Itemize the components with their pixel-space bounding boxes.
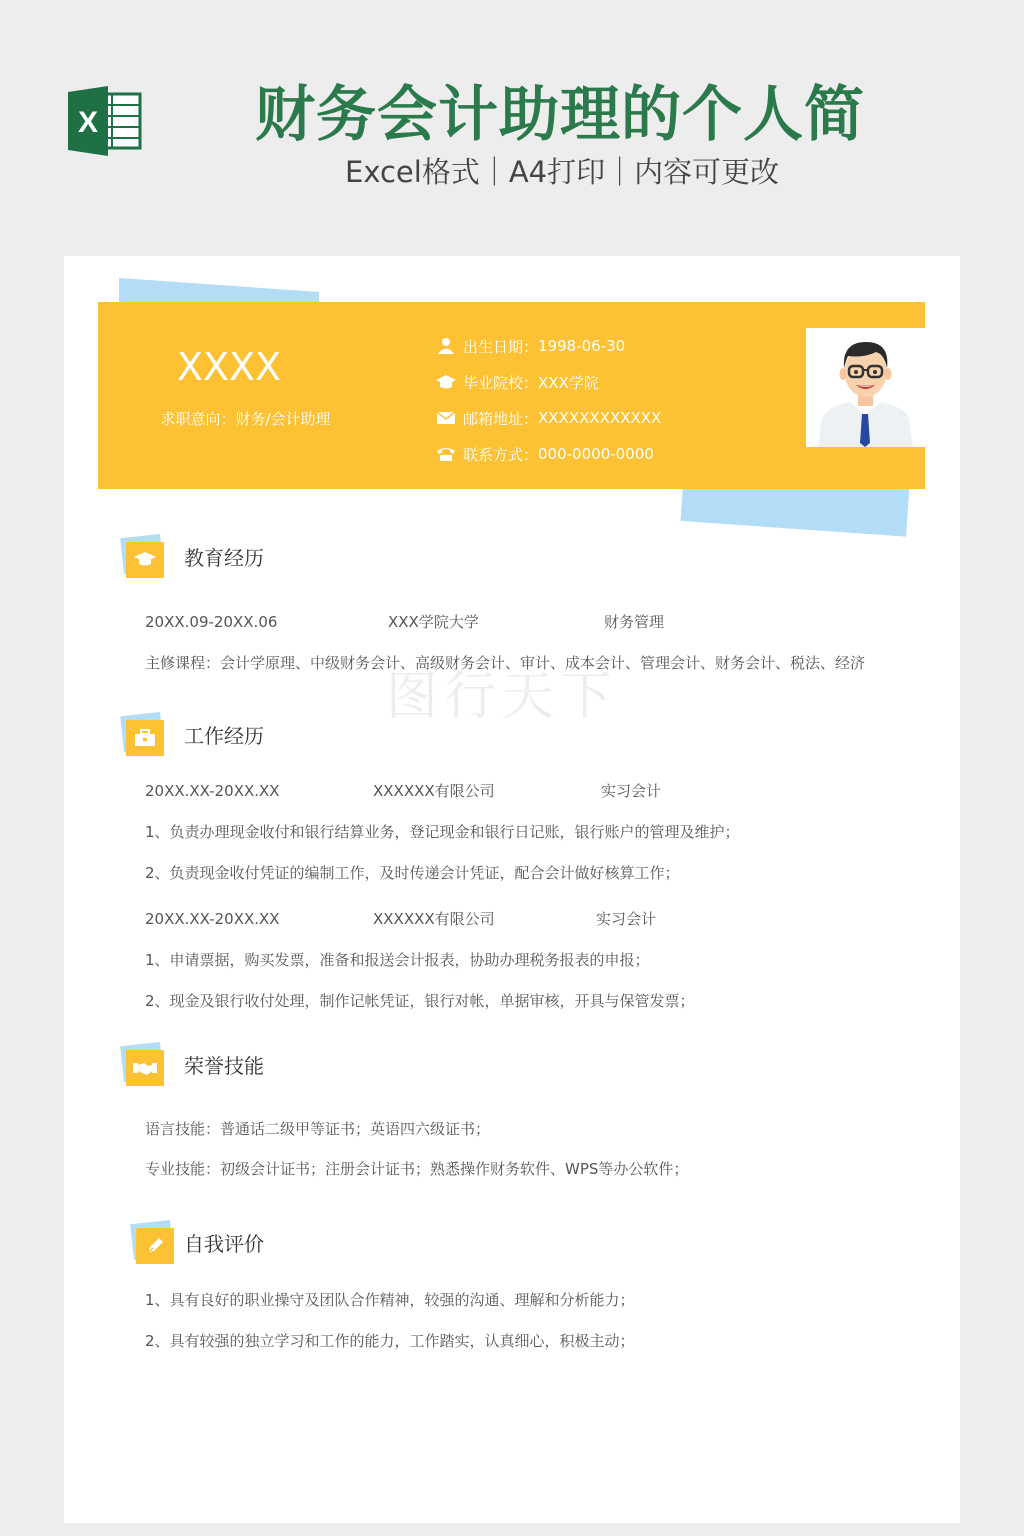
education-major: 财务管理 [604,613,665,631]
envelope-icon [435,407,457,429]
info-row-phone [435,436,661,472]
resume-paper [64,256,960,1523]
job-period: 20XX.XX-20XX.XX [145,782,280,800]
section-skills-header [122,1044,422,1088]
education-period: 20XX.09-20XX.06 [145,613,278,631]
graduation-cap-icon [126,542,164,578]
page-subtitle: Excel格式｜A4打印｜内容可更改 [345,155,780,189]
profile-banner [98,302,925,489]
job-duty: 2、负责现金收付凭证的编制工作，及时传递会计凭证，配合会计做好核算工作； [145,864,680,882]
info-value: XXXXXXXXXXXX [538,409,662,427]
info-value: 000-0000-0000 [538,445,654,463]
job-intent: 求职意向：财务/会计助理 [160,410,331,428]
self-eval-line: 1、具有良好的职业操守及团队合作精神，较强的沟通、理解和分析能力； [145,1291,635,1309]
contact-info-list [435,328,661,472]
phone-icon [435,443,457,465]
info-row-school [435,364,661,400]
section-self-eval-header [132,1222,432,1266]
pen-icon [136,1228,174,1264]
section-title-skills: 荣誉技能 [184,1054,264,1078]
skill-line: 专业技能：初级会计证书；注册会计证书；熟悉操作财务软件、WPS等办公软件； [145,1160,689,1178]
watermark-text: 图行天下 [386,667,619,727]
info-value: 1998-06-30 [538,337,626,355]
svg-text:X: X [77,106,99,139]
graduation-cap-icon [435,371,457,393]
job-duty: 1、负责办理现金收付和银行结算业务，登记现金和银行日记账，银行账户的管理及维护； [145,823,740,841]
briefcase-icon [126,720,164,756]
excel-logo-icon [68,86,142,156]
info-row-birthdate [435,328,661,364]
handshake-icon [126,1050,164,1086]
job-position: 实习会计 [601,782,662,800]
avatar [806,328,925,447]
section-title-work: 工作经历 [184,724,264,748]
info-value: XXX学院 [538,373,599,392]
education-courses: 主修课程：会计学原理、中级财务会计、高级财务会计、审计、成本会计、管理会计、财务会计、税法、经济 [145,654,866,672]
section-title-education: 教育经历 [184,546,264,570]
info-label: 出生日期： [463,337,539,356]
skill-line: 语言技能：普通话二级甲等证书；英语四六级证书； [145,1120,491,1138]
info-label: 毕业院校： [463,373,539,392]
info-label: 邮箱地址： [463,409,539,428]
section-education-header [122,536,422,580]
job-duty: 2、现金及银行收付处理，制作记帐凭证，银行对帐，单据审核，开具与保管发票； [145,992,695,1010]
job-duty: 1、申请票据，购买发票，准备和报送会计报表，协助办理税务报表的申报； [145,951,650,969]
info-row-email [435,400,661,436]
person-icon [435,335,457,357]
job-company: XXXXXX有限公司 [373,910,495,928]
page-title: 财务会计助理的个人简 [255,80,865,150]
job-period: 20XX.XX-20XX.XX [145,910,280,928]
education-school: XXX学院大学 [388,613,479,631]
self-eval-line: 2、具有较强的独立学习和工作的能力，工作踏实，认真细心，积极主动； [145,1332,635,1350]
job-company: XXXXXX有限公司 [373,782,495,800]
candidate-name: XXXX [176,345,282,389]
job-position: 实习会计 [596,910,657,928]
info-label: 联系方式： [463,445,539,464]
section-work-header [122,714,422,758]
section-title-self-eval: 自我评价 [184,1232,264,1256]
